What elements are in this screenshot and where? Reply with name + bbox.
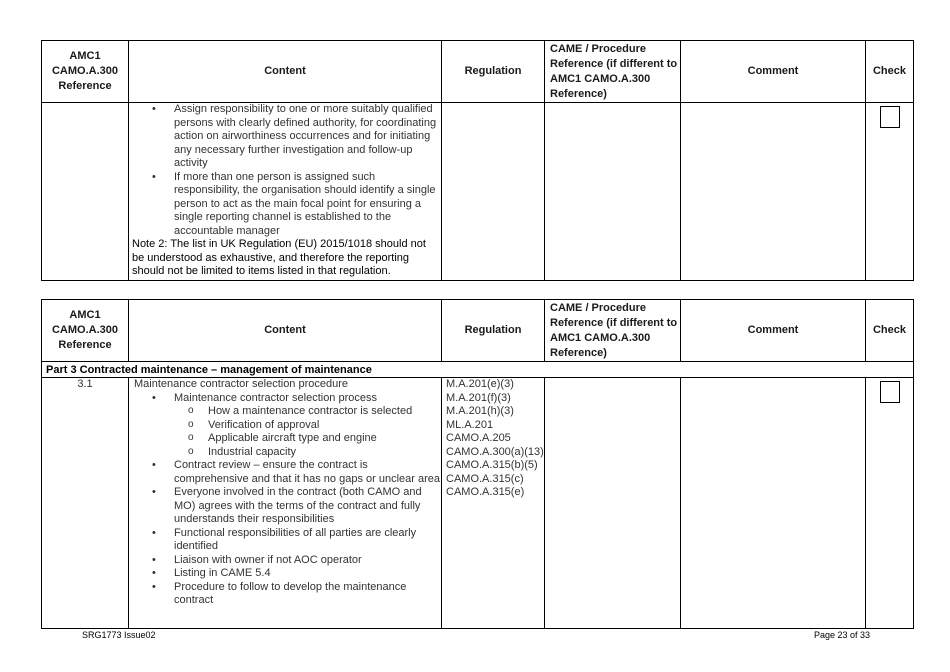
footer-page-number: Page 23 of 33 — [814, 630, 871, 640]
table-row — [42, 378, 914, 629]
header-check: Check — [866, 41, 914, 103]
content-subitem: o Industrial capacity — [208, 446, 441, 460]
content-bullet — [174, 392, 441, 460]
note-text: Note 2: The list in UK Regulation (EU) 2015/1018 should not be understood as exhaustive, and therefore the reporting should not be limited to items listed in that regulation. — [132, 238, 426, 277]
header-regulation: Regulation — [442, 41, 545, 103]
content-bullet: • Contract review – ensure the contract is comprehensive and that it has no gaps or unclear area — [174, 459, 441, 486]
reference-cell: 3.1 — [42, 378, 129, 629]
header-comment: Comment — [681, 41, 866, 103]
table-header-row — [42, 300, 914, 362]
content-cell — [129, 103, 442, 281]
check-box[interactable] — [880, 106, 900, 128]
regulation-item: M.A.201(h)(3) — [446, 405, 514, 417]
header-regulation: Regulation — [442, 300, 545, 362]
content-subitem: o Verification of approval — [208, 419, 441, 433]
header-reference: AMC1 CAMO.A.300 Reference — [42, 41, 129, 103]
regulation-item: M.A.201(e)(3) — [446, 378, 514, 390]
table-header-row — [42, 41, 914, 103]
came-reference-cell[interactable] — [545, 103, 681, 281]
checklist-table-2 — [41, 299, 914, 629]
content-bullet: • Assign responsibility to one or more suitably qualified persons with clearly defined authority, for coordinating action on airworthiness occurrences and for initiating any necessary further investigation and follow-up activity — [174, 103, 441, 171]
table-row — [42, 103, 914, 281]
comment-cell[interactable] — [681, 103, 866, 281]
section-title: Part 3 Contracted maintenance – management of maintenance — [42, 362, 914, 378]
header-came-reference: CAME / Procedure Reference (if different to AMC1 CAMO.A.300 Reference) — [545, 300, 681, 362]
came-reference-cell[interactable] — [545, 378, 681, 629]
regulation-item: CAMO.A.205 — [446, 432, 511, 444]
check-cell — [866, 103, 914, 281]
content-cell — [129, 378, 442, 629]
regulation-cell — [442, 103, 545, 281]
check-cell — [866, 378, 914, 629]
comment-cell[interactable] — [681, 378, 866, 629]
regulation-cell — [442, 378, 545, 629]
content-bullet: • Liaison with owner if not AOC operator — [174, 554, 441, 568]
content-bullet-text: Maintenance contractor selection process — [174, 391, 377, 404]
regulation-item: ML.A.201 — [446, 418, 494, 431]
content-subitem: o How a maintenance contractor is selected — [208, 405, 441, 419]
header-check: Check — [866, 300, 914, 362]
content-bullet: • If more than one person is assigned such responsibility, the organisation should identify a single person to act as the main focal point for ensuring a single reporting channel is established to the accountable manager — [174, 171, 441, 239]
content-bullet: • Everyone involved in the contract (both CAMO and MO) agrees with the terms of the contract and fully understands their responsibilities — [174, 486, 441, 527]
content-title: Maintenance contractor selection procedure — [134, 378, 349, 390]
reference-cell — [42, 103, 129, 281]
regulation-item: CAMO.A.315(b)(5) CAMO.A.315(c) — [446, 459, 538, 485]
regulation-item: M.A.201(f)(3) — [446, 391, 511, 404]
footer-doc-id: SRG1773 Issue02 — [82, 630, 156, 640]
header-content: Content — [129, 41, 442, 103]
regulation-item: CAMO.A.300(a)(13) — [446, 445, 544, 458]
header-reference: AMC1 CAMO.A.300 Reference — [42, 300, 129, 362]
checklist-table-1 — [41, 40, 914, 281]
content-bullet: • Listing in CAME 5.4 — [174, 567, 441, 581]
header-content: Content — [129, 300, 442, 362]
content-bullet: • Procedure to follow to develop the maintenance contract — [174, 581, 441, 608]
section-heading-row — [42, 362, 914, 378]
header-comment: Comment — [681, 300, 866, 362]
content-bullet: • Functional responsibilities of all parties are clearly identified — [174, 527, 441, 554]
check-box[interactable] — [880, 381, 900, 403]
header-came-reference: CAME / Procedure Reference (if different to AMC1 CAMO.A.300 Reference) — [545, 41, 681, 103]
content-subitem: o Applicable aircraft type and engine — [208, 432, 441, 446]
regulation-item: CAMO.A.315(e) — [446, 486, 525, 498]
